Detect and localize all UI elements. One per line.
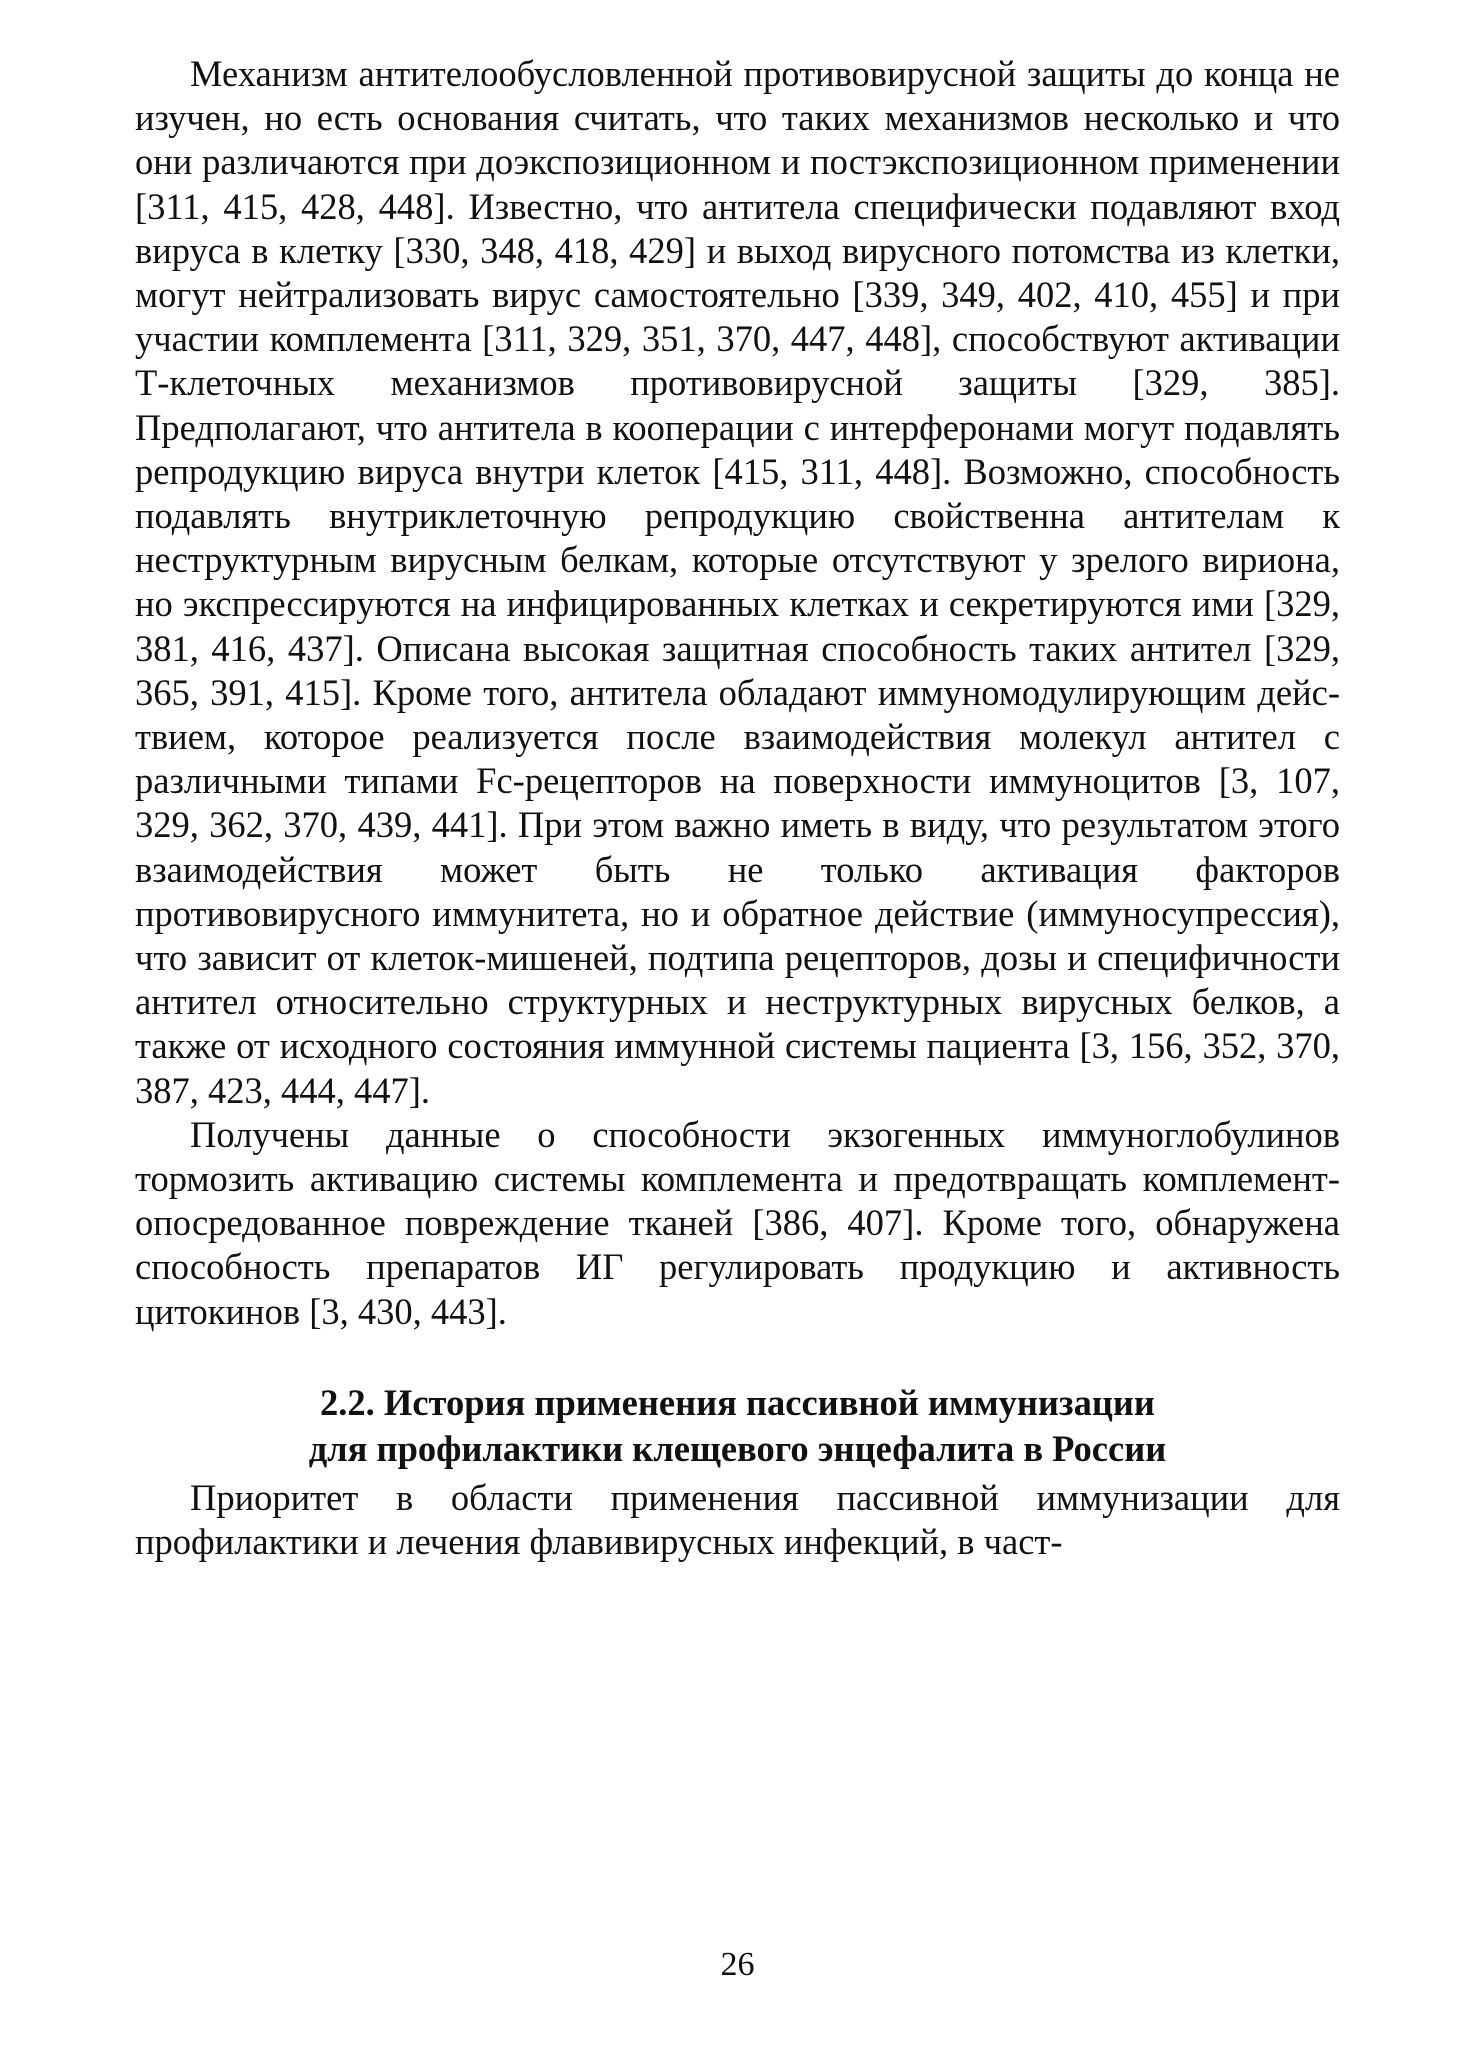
paragraph-priority: Приоритет в области применения пассивной иммунизации для профилактики и лечения флавивирусных инфекций, в част- [135, 1476, 1340, 1563]
paragraph-antibody-mechanism: Механизм антителообусловленной противовирусной защиты до конца не изучен, но есть основания считать, что таких механизмов несколько и что они различаются при доэкспозиционном и постэкспозиционном применении [311, 415, 428, 448]. Известно, что антитела специфически подавляют вход вируса в клетку [330, 348, 418, 429] и выход вирусного потомства из клетки, могут нейтрализовать вирус самостоятельно [339, 349, 402, 410, 455] и при участии комплемента [311, 329, 351, 370, 447, 448], способствуют активации Т-клеточных механизмов противовирусной защиты [329, 385]. Предполагают, что антитела в кооперации с интерферонами могут подавлять репродукцию вируса внутри клеток [415, 311, 448]. Возможно, способность подавлять внутриклеточную репродукцию свойственна антителам к неструктурным вирусным белкам, которые отсутствуют у зрелого вириона, но экспрессируются на инфицированных клетках и секретируются ими [329, 381, 416, 437]. Описана высокая защитная способность таких антител [329, 365, 391, 415]. Кроме того, антитела обладают иммуномодулирующим действием, которое реализуется после взаимодействия молекул антител с различными типами Fc-рецепторов на поверхности иммуноцитов [3, 107, 329, 362, 370, 439, 441]. При этом важно иметь в виду, что результатом этого взаимодействия может быть не только активация факторов противовирусного иммунитета, но и обратное действие (иммуносупрессия), что зависит от клеток-мишеней, подтипа рецепторов, дозы и специфичности антител относительно структурных и неструктурных вирусных белков, а также от исходного состояния иммунной системы пациента [3, 156, 352, 370, 387, 423, 444, 447]. [135, 53, 1340, 1111]
section-heading-line-2: для профилактики клещевого энцефалита в России [308, 1427, 1167, 1469]
paragraph-complement-inhibition: Получены данные о способности экзогенных иммуноглобулинов тормозить активацию системы комплемента и предотвращать комплемент-опосредованное повреждение тканей [386, 407]. Кроме того, обнаружена способность препаратов ИГ регулировать продукцию и активность цитокинов [3, 430, 443]. [135, 1113, 1340, 1332]
page-body [135, 52, 1340, 1564]
section-heading [135, 1380, 1340, 1472]
section-heading-line-1: 2.2. История применения пассивной иммунизации [320, 1381, 1155, 1423]
page-number: 26 [720, 1946, 755, 1983]
